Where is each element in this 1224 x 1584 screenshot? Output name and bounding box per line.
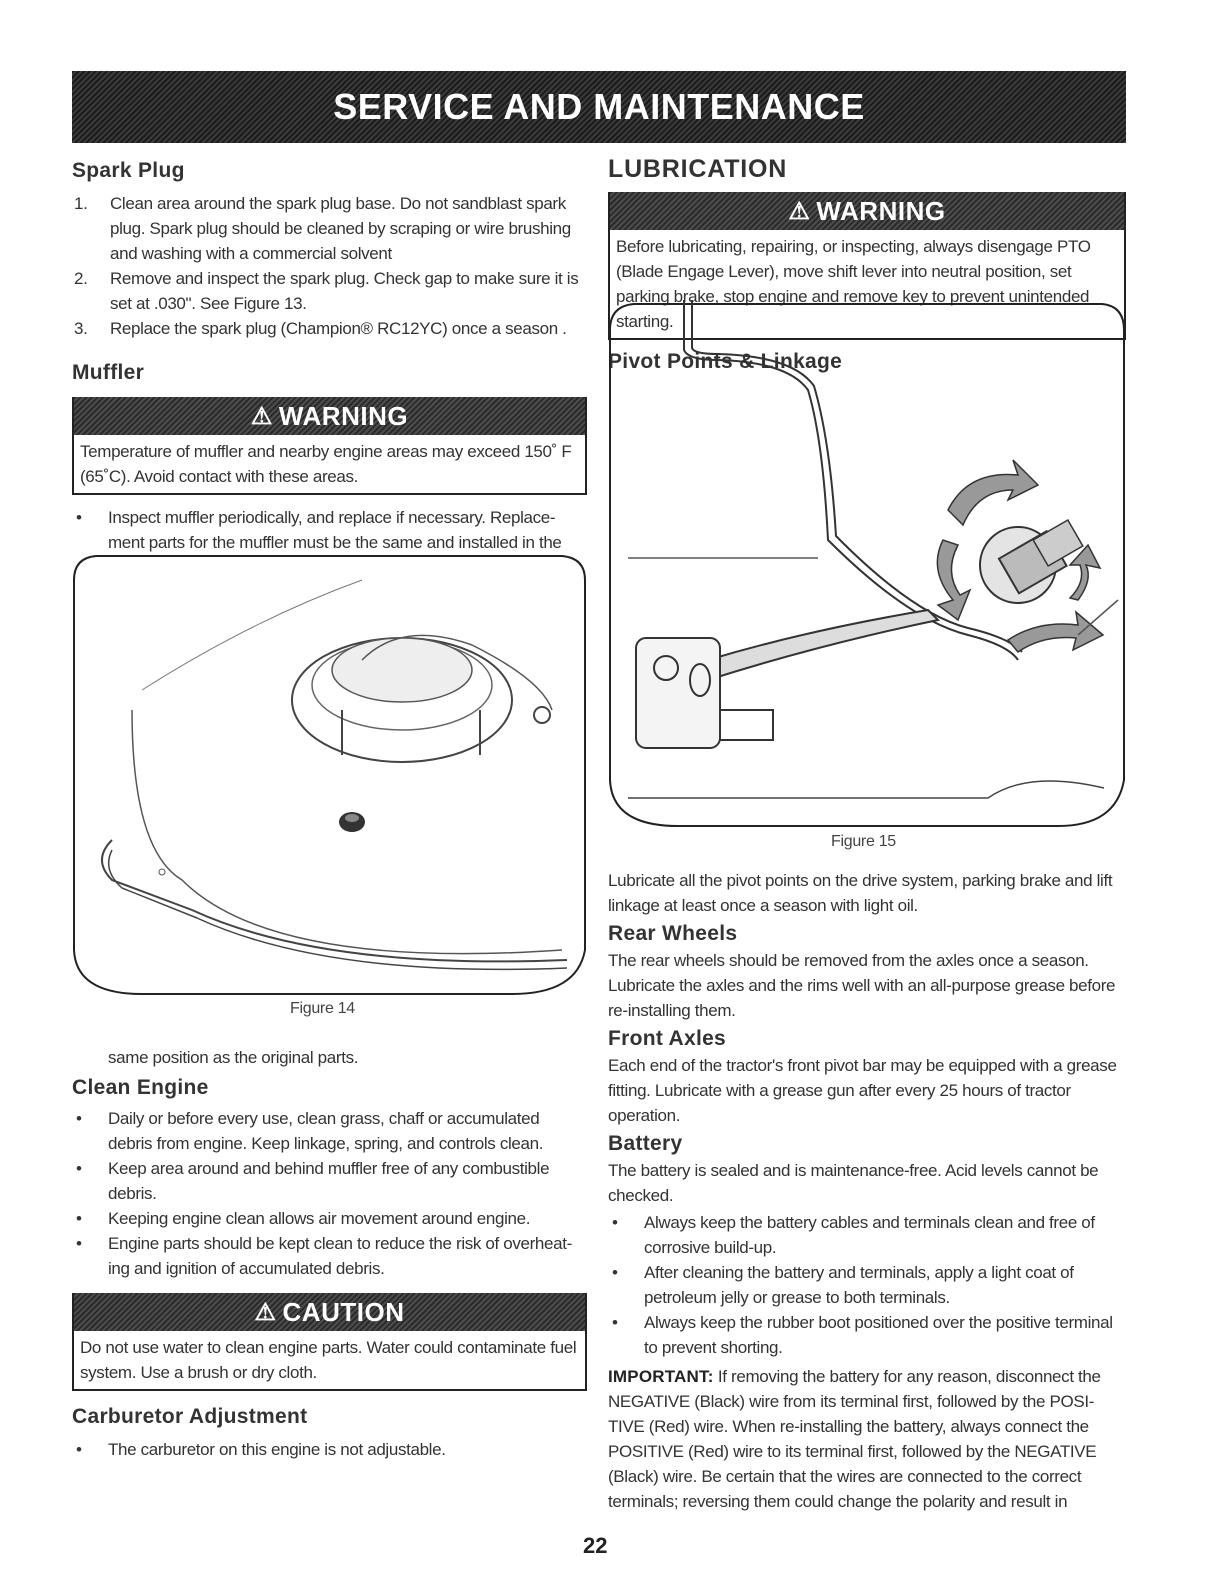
muffler-bullets [72, 505, 587, 555]
bullet-dot-icon: • [76, 1209, 82, 1228]
bullet-dot-icon: • [612, 1313, 618, 1332]
left-column [72, 155, 587, 555]
mower-deck-illustration [72, 550, 587, 998]
caution-header: ⚠ CAUTION [74, 1293, 585, 1331]
clean-engine-heading: Clean Engine [72, 1076, 209, 1099]
bullet-dot-icon: • [612, 1213, 618, 1232]
bullet-dot-icon: • [76, 1440, 82, 1459]
battery-heading: Battery [608, 1132, 683, 1155]
list-item: • Daily or before every use, clean grass, chaff or accumulated debris from engine. Keep linkage, spring, and controls clean. [72, 1106, 587, 1156]
page-header-banner [72, 71, 1126, 143]
figure-15 [608, 300, 1126, 850]
important-label: IMPORTANT: [608, 1367, 714, 1386]
clean-engine-bullets [72, 1106, 587, 1281]
caution-text: Do not use water to clean engine parts. Water could contaminate fuel system. Use a brush or dry cloth. [80, 1338, 577, 1382]
list-item: • Keep area around and behind muffler free of any combustible debris. [72, 1156, 587, 1206]
list-item: 3. Replace the spark plug (Champion® RC12YC) once a season . [74, 319, 567, 338]
carburetor-bullets [72, 1437, 587, 1462]
bullet-dot-icon: • [76, 508, 82, 527]
lubrication-heading: LUBRICATION [608, 155, 788, 183]
warning-triangle-icon: ⚠ [254, 1298, 277, 1326]
muffler-heading: Muffler [72, 361, 145, 384]
bullet-dot-icon: • [612, 1263, 618, 1282]
figure-15-caption: Figure 15 [831, 833, 896, 850]
warning-header: ⚠ WARNING [74, 397, 585, 435]
warning-text: Before lubricating, repairing, or inspecting, always disengage PTO (Blade Engage Lever), move shift lever into neutral position, set parking brake, stop engine and remove key to prevent unintended starting. [616, 237, 1091, 331]
page-number: 22 [583, 1533, 608, 1558]
right-column-continued [608, 868, 1126, 1514]
left-column-continued [72, 1045, 587, 1462]
warning-triangle-icon: ⚠ [788, 197, 811, 225]
spark-plug-steps [74, 191, 587, 341]
muffler-warning-box [72, 397, 587, 495]
figure-14 [72, 550, 587, 1017]
pivot-linkage-illustration [608, 300, 1126, 830]
list-item: • Keeping engine clean allows air movement around engine. [72, 1206, 587, 1231]
pivot-points-heading: Pivot Points & Linkage [608, 350, 843, 373]
battery-bullets [608, 1210, 1126, 1360]
front-axles-text: Each end of the tractor's front pivot bar may be equipped with a grease fitting. Lubricate with a grease gun after every 25 hours of tractor operation. [608, 1056, 1117, 1125]
warning-text: Temperature of muffler and nearby engine areas may exceed 150˚ F (65˚C). Avoid contact with these areas. [80, 442, 572, 486]
list-item: 2. Remove and inspect the spark plug. Check gap to make sure it is set at .030". See Figure 13. [74, 269, 579, 313]
important-note [608, 1364, 1126, 1514]
list-item: • Always keep the battery cables and terminals clean and free of corrosive build-up. [608, 1210, 1126, 1260]
important-text: If removing the battery for any reason, disconnect the NEGATIVE (Black) wire from its terminal first, followed by the POSI-TIVE (Red) wire. When re-installing the battery, always connect the POSITIVE (Red) wire to its terminal first, followed by the NEGATIVE (Black) wire. Be certain that the wires are connected to the correct terminals; reversing them could change the polarity and result in [608, 1367, 1101, 1511]
bullet-dot-icon: • [76, 1159, 82, 1178]
list-item: • Inspect muffler periodically, and replace if necessary. Replace-ment parts for the muffler must be the same and installed in the [72, 505, 587, 555]
caution-box [72, 1293, 587, 1391]
list-item: 1. Clean area around the spark plug base. Do not sandblast spark plug. Spark plug should be cleaned by scraping or wire brushing and washing with a commercial solvent [74, 194, 571, 263]
carburetor-heading: Carburetor Adjustment [72, 1405, 308, 1428]
rear-wheels-heading: Rear Wheels [608, 922, 738, 945]
warning-header: ⚠ WARNING [610, 192, 1124, 230]
pivot-points-text: Lubricate all the pivot points on the drive system, parking brake and lift linkage at least once a season with light oil. [608, 871, 1113, 915]
muffler-continued-text: same position as the original parts. [108, 1048, 359, 1067]
warning-triangle-icon: ⚠ [250, 402, 273, 430]
bullet-dot-icon: • [76, 1234, 82, 1253]
list-item: • After cleaning the battery and terminals, apply a light coat of petroleum jelly or grease to both terminals. [608, 1260, 1126, 1310]
list-item: • Always keep the rubber boot positioned over the positive terminal to prevent shorting. [608, 1310, 1126, 1360]
figure-14-caption: Figure 14 [290, 1000, 355, 1017]
battery-text: The battery is sealed and is maintenance-free. Acid levels cannot be checked. [608, 1161, 1099, 1205]
page-title: SERVICE AND MAINTENANCE [333, 86, 865, 127]
front-axles-heading: Front Axles [608, 1027, 727, 1050]
spark-plug-heading: Spark Plug [72, 159, 185, 182]
rear-wheels-text: The rear wheels should be removed from the axles once a season. Lubricate the axles and the rims well with an all-purpose grease before re-installing them. [608, 951, 1116, 1020]
list-item: • The carburetor on this engine is not adjustable. [72, 1437, 587, 1462]
list-item: • Engine parts should be kept clean to reduce the risk of overheat-ing and ignition of accumulated debris. [72, 1231, 587, 1281]
bullet-dot-icon: • [76, 1109, 82, 1128]
